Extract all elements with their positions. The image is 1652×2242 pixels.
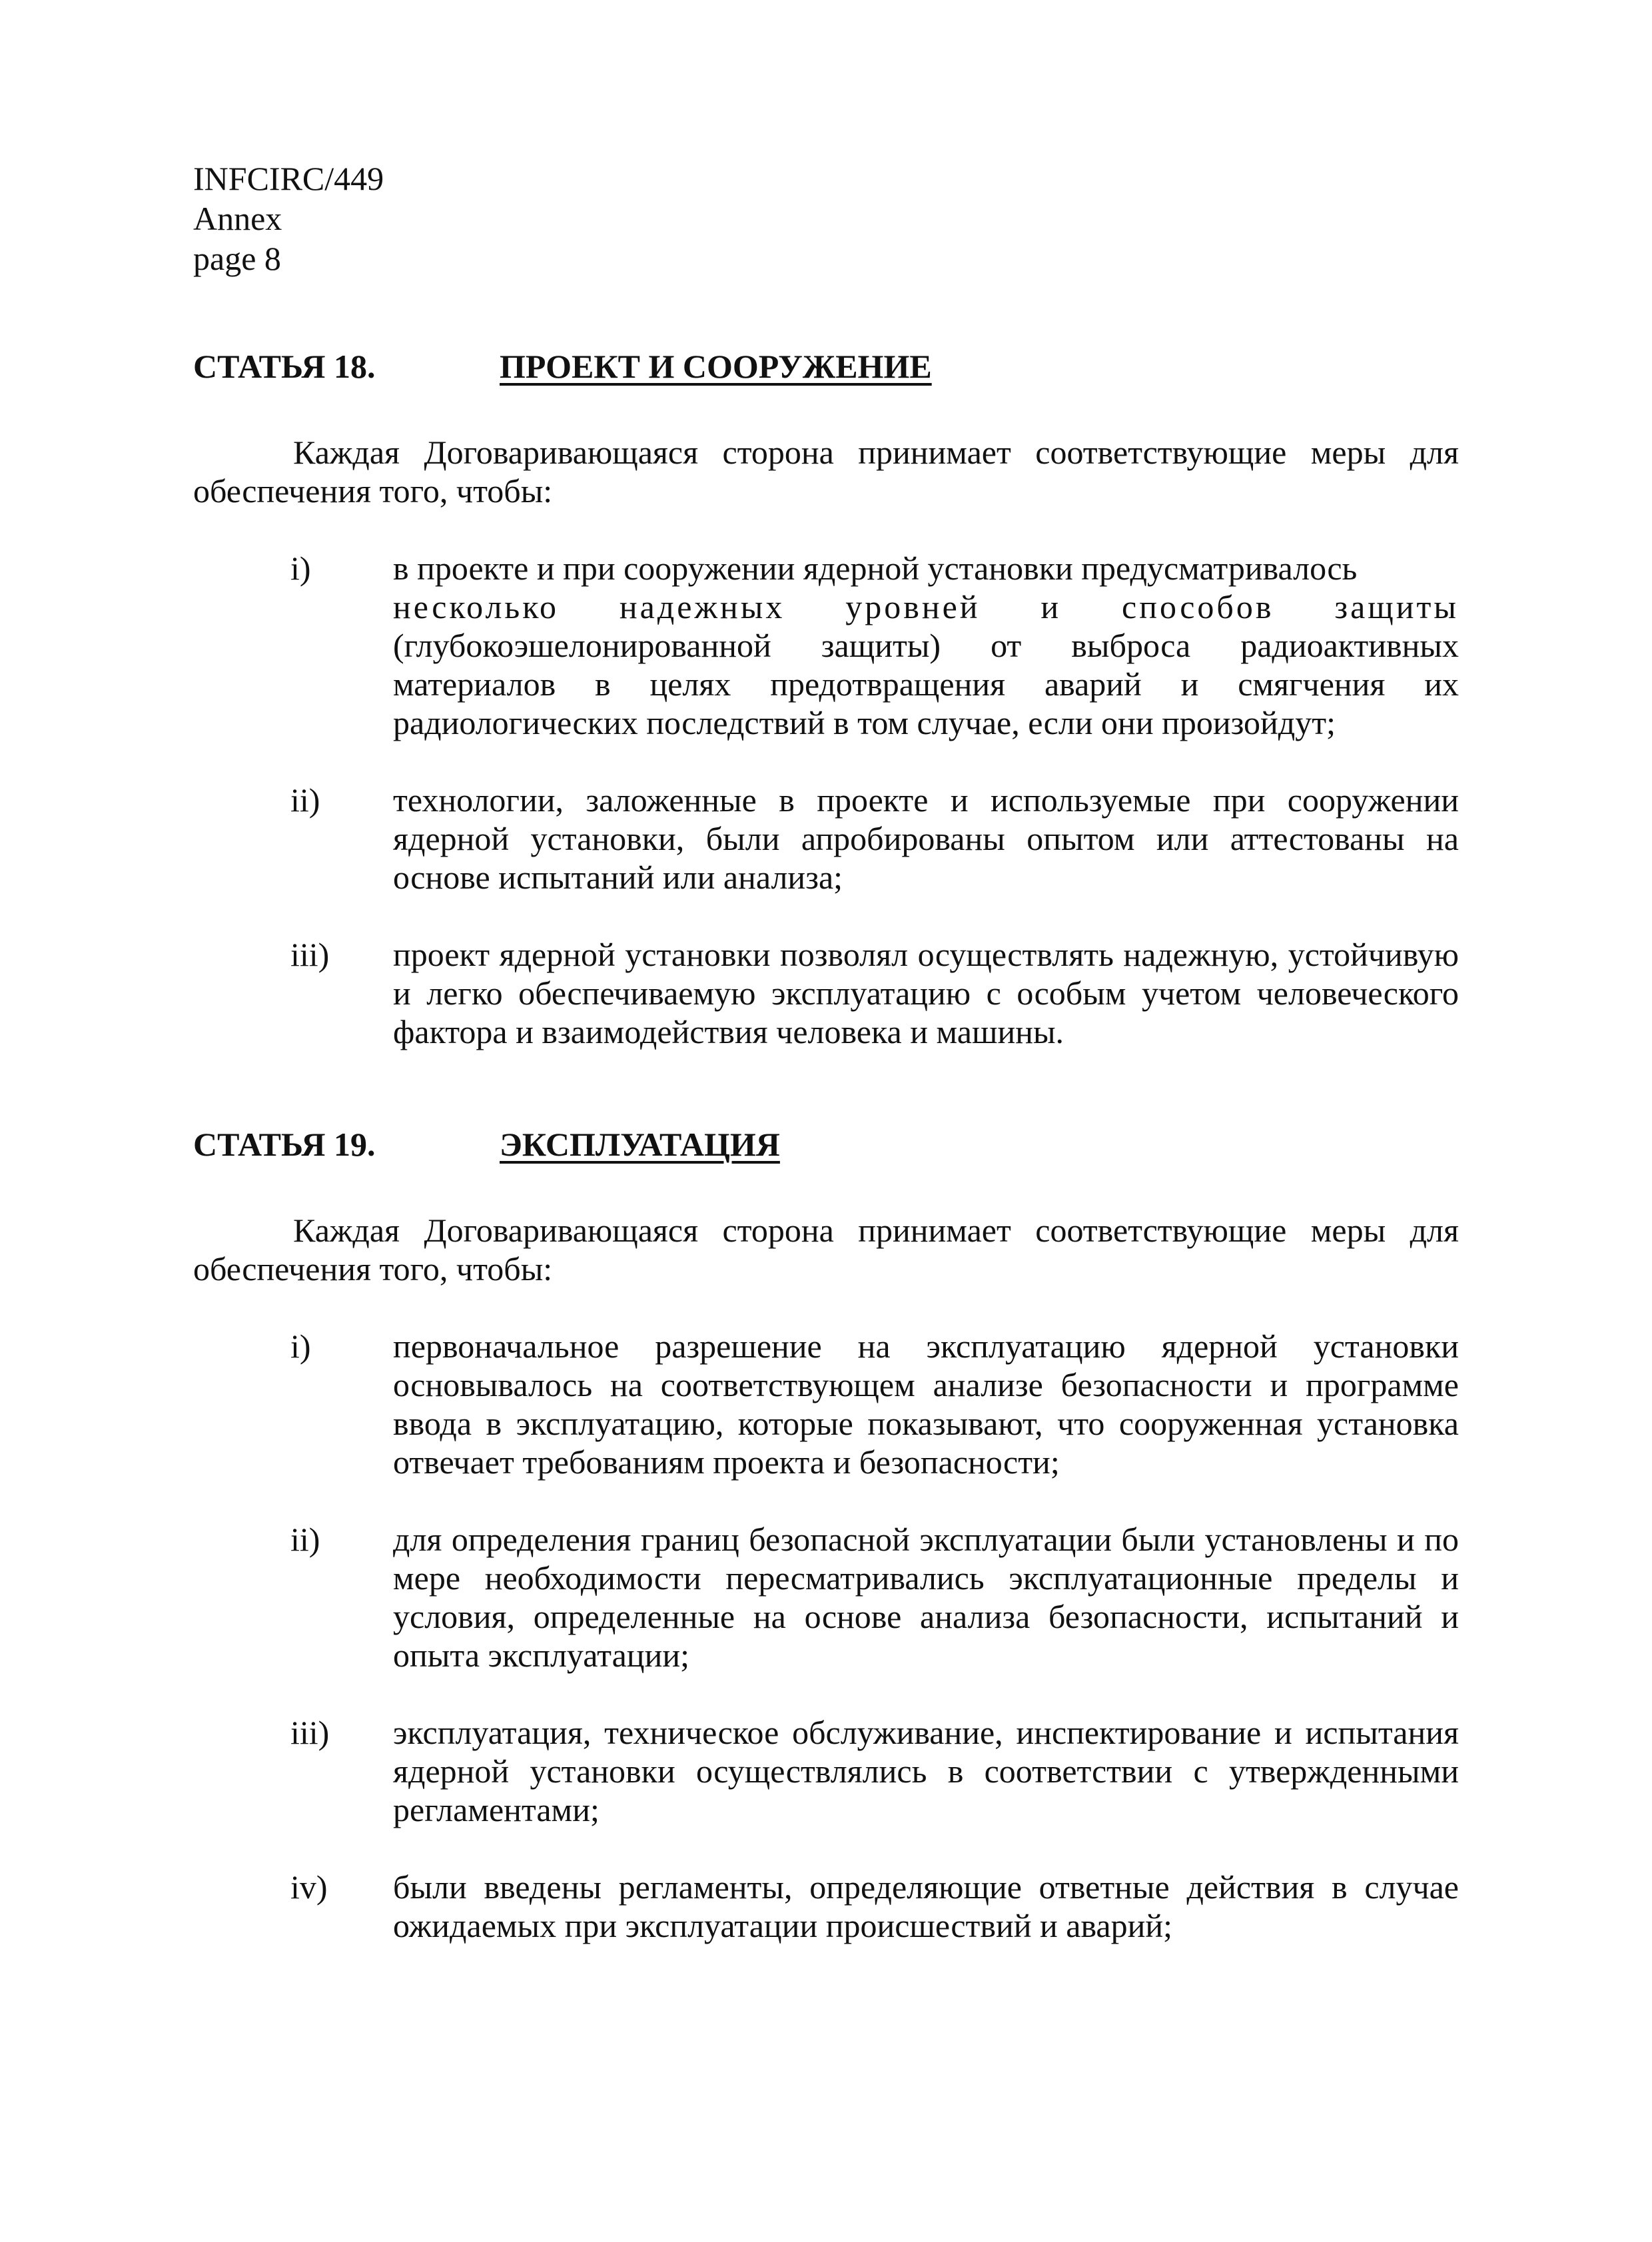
item-marker: i) [290,1327,311,1365]
article-18 [193,346,1459,1051]
item-marker: ii) [290,1521,320,1558]
list-item [193,549,1459,742]
item-text: для определения границ безопасной эксплуатации были установлены и по мере необходимости пересматривались эксплуатационные пределы и условия, определенные на основе анализа безопасности, испытаний и опыта эксплуатации; [393,1521,1459,1674]
item-marker: iii) [290,1714,330,1751]
list-item [193,1868,1459,1945]
item-text-spread: несколько надежных уровней и способов защиты [393,588,1459,625]
article-intro: Каждая Договаривающаяся сторона принимает соответствующие меры для обеспечения того, чтобы: [193,1212,1459,1288]
item-marker: ii) [290,781,320,819]
article-intro: Каждая Договаривающаяся сторона принимает соответствующие меры для обеспечения того, чтобы: [193,434,1459,510]
item-text: были введены регламенты, определяющие ответные действия в случае ожидаемых при эксплуатации происшествий и аварий; [393,1868,1459,1944]
article-title: ПРОЕКТ И СООРУЖЕНИЕ [500,348,932,385]
list-item [193,781,1459,897]
item-marker: iii) [290,936,330,973]
article-heading [193,346,1459,386]
item-text: эксплуатация, техническое обслуживание, инспектирование и испытания ядерной установки осуществлялись в соответствии с утвержденными регламентами; [393,1714,1459,1828]
article-19 [193,1124,1459,1945]
list-item [193,1327,1459,1481]
item-text [393,549,1459,742]
document-header [193,159,384,278]
article-heading [193,1124,1459,1164]
article-number: СТАТЬЯ 19. [193,1126,376,1163]
article-number: СТАТЬЯ 18. [193,348,376,385]
article-title: ЭКСПЛУАТАЦИЯ [500,1126,780,1163]
item-text-rest: (глубокоэшелонированной защиты) от выброса радиоактивных материалов в целях предотвращения аварий и смягчения их радиологических последствий в том случае, если они произойдут; [393,627,1459,741]
item-text-lead: в проекте и при сооружении ядерной установки предусматривалось [393,550,1358,587]
item-text: первоначальное разрешение на эксплуатацию ядерной установки основывалось на соответствующем анализе безопасности и программе ввода в эксплуатацию, которые показывают, что сооруженная установка отвечает требованиям проекта и безопасности; [393,1327,1459,1481]
item-marker: i) [290,550,311,587]
item-marker: iv) [290,1868,328,1906]
item-text: технологии, заложенные в проекте и используемые при сооружении ядерной установки, были апробированы опытом или аттестованы на основе испытаний или анализа; [393,781,1459,896]
document-symbol: INFCIRC/449 [193,160,384,197]
list-item [193,1713,1459,1829]
list-item [193,935,1459,1051]
page-number: page 8 [193,240,281,277]
list-item [193,1520,1459,1675]
item-text: проект ядерной установки позволял осуществлять надежную, устойчивую и легко обеспечиваемую эксплуатацию с особым учетом человеческого фактора и взаимодействия человека и машины. [393,936,1459,1050]
annex-label: Annex [193,200,282,237]
